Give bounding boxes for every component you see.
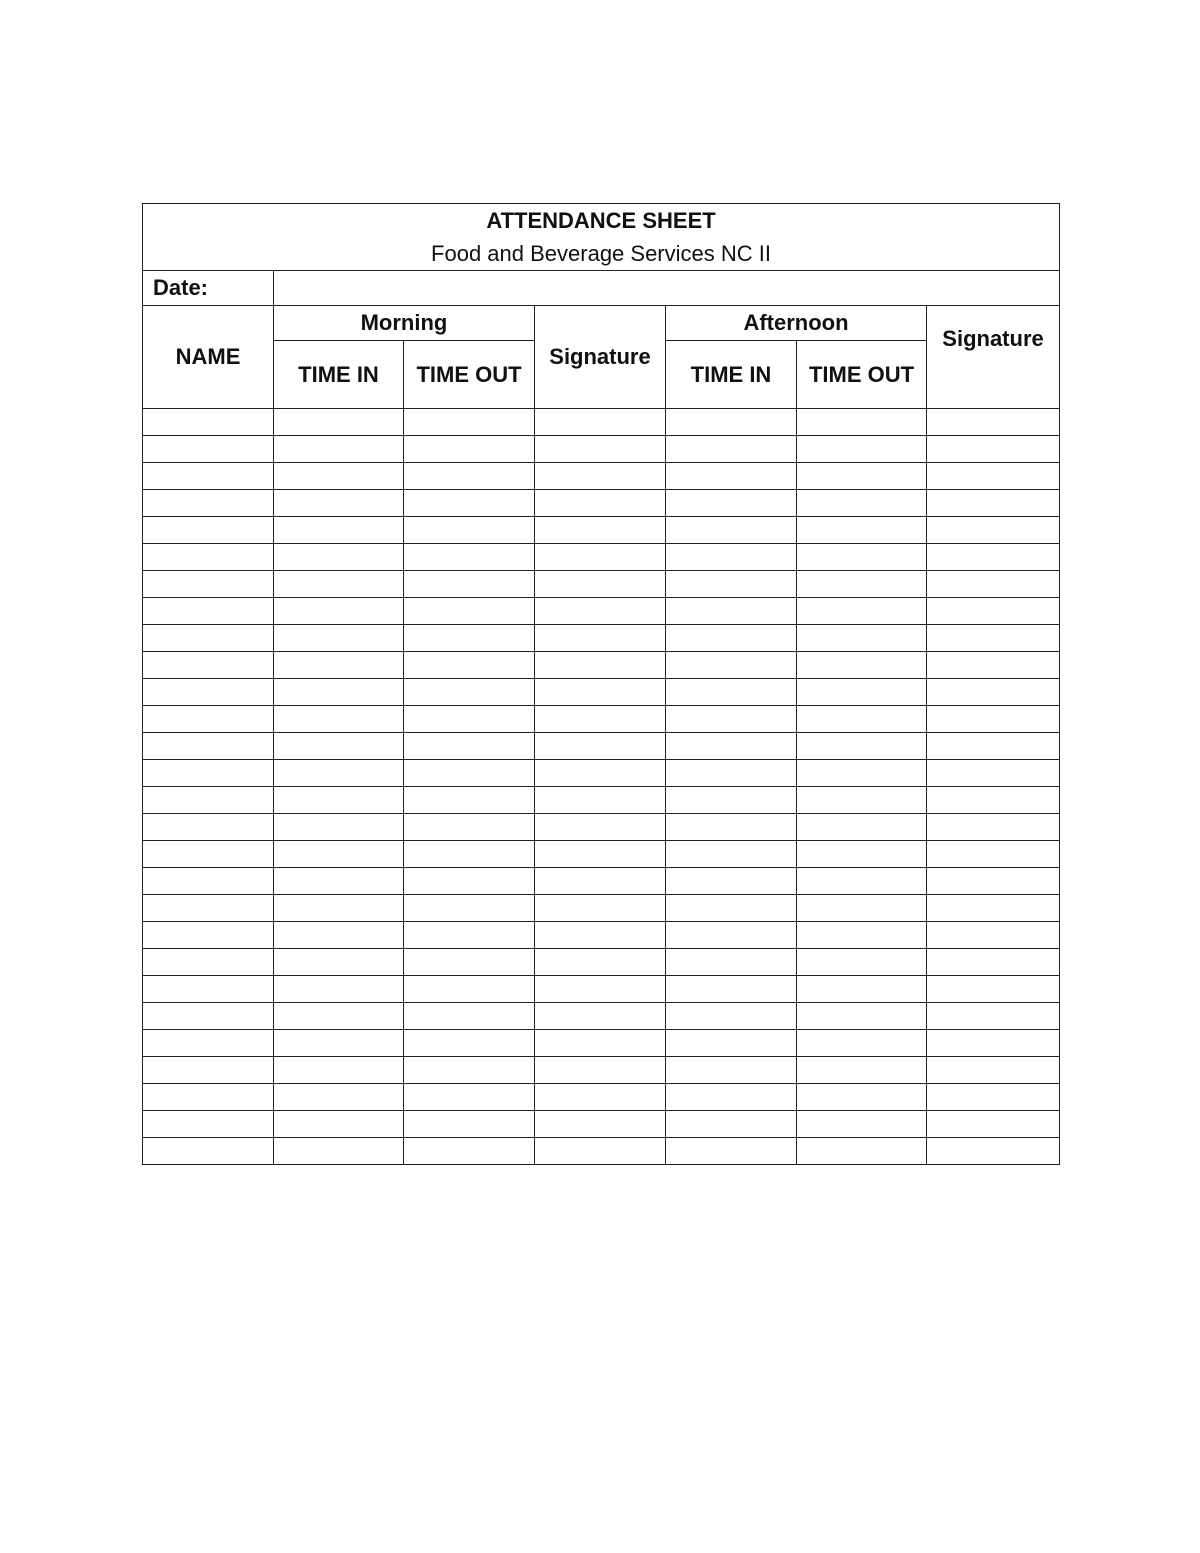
name-cell[interactable] [143, 1138, 274, 1165]
morning-time-in-cell[interactable] [274, 895, 404, 922]
signature-morning-cell[interactable] [535, 949, 666, 976]
afternoon-time-in-cell[interactable] [666, 976, 797, 1003]
signature-morning-cell[interactable] [535, 571, 666, 598]
morning-time-out-cell[interactable] [404, 976, 535, 1003]
signature-morning-cell[interactable] [535, 976, 666, 1003]
name-cell[interactable] [143, 436, 274, 463]
signature-afternoon-cell[interactable] [927, 463, 1060, 490]
signature-afternoon-cell[interactable] [927, 895, 1060, 922]
morning-time-out-cell[interactable] [404, 463, 535, 490]
afternoon-time-in-header: TIME IN [666, 341, 797, 409]
table-row [143, 1111, 1060, 1138]
table-row [143, 922, 1060, 949]
afternoon-time-in-cell[interactable] [666, 949, 797, 976]
signature-afternoon-cell[interactable] [927, 652, 1060, 679]
name-header: NAME [143, 306, 274, 409]
name-cell[interactable] [143, 598, 274, 625]
morning-time-in-cell[interactable] [274, 544, 404, 571]
table-row [143, 625, 1060, 652]
date-field[interactable] [274, 271, 1060, 306]
morning-time-in-cell[interactable] [274, 949, 404, 976]
afternoon-header [666, 306, 927, 341]
afternoon-time-in-cell[interactable] [666, 409, 797, 436]
afternoon-time-out-cell[interactable] [797, 733, 927, 760]
morning-time-in-cell[interactable] [274, 922, 404, 949]
afternoon-time-out-cell[interactable] [797, 463, 927, 490]
signature-afternoon-cell[interactable] [927, 1030, 1060, 1057]
signature-morning-cell[interactable] [535, 1003, 666, 1030]
name-cell[interactable] [143, 1030, 274, 1057]
morning-time-out-cell[interactable] [404, 841, 535, 868]
title-row [143, 204, 1060, 271]
afternoon-time-in-cell[interactable] [666, 841, 797, 868]
table-row [143, 517, 1060, 544]
morning-time-out-header: TIME OUT [404, 341, 535, 409]
signature-afternoon-cell[interactable] [927, 976, 1060, 1003]
sheet-title: ATTENDANCE SHEET [486, 208, 716, 233]
morning-time-out-cell[interactable] [404, 409, 535, 436]
afternoon-time-out-cell[interactable] [797, 787, 927, 814]
signature-afternoon-header: Signature [927, 306, 1060, 409]
table-row [143, 652, 1060, 679]
signature-afternoon-cell[interactable] [927, 1003, 1060, 1030]
morning-time-out-cell[interactable] [404, 868, 535, 895]
signature-morning-cell[interactable] [535, 868, 666, 895]
signature-morning-cell[interactable] [535, 436, 666, 463]
signature-afternoon-cell[interactable] [927, 922, 1060, 949]
afternoon-time-in-cell[interactable] [666, 490, 797, 517]
morning-time-out-cell[interactable] [404, 544, 535, 571]
attendance-sheet-table [142, 203, 1060, 1165]
header-row-groups [143, 306, 1060, 341]
afternoon-time-out-cell[interactable] [797, 1111, 927, 1138]
signature-afternoon-cell[interactable] [927, 1057, 1060, 1084]
name-cell[interactable] [143, 652, 274, 679]
table-row [143, 841, 1060, 868]
morning-time-in-cell[interactable] [274, 1030, 404, 1057]
signature-afternoon-cell[interactable] [927, 544, 1060, 571]
name-cell[interactable] [143, 706, 274, 733]
afternoon-time-out-cell[interactable] [797, 625, 927, 652]
morning-time-in-header: TIME IN [274, 341, 404, 409]
morning-time-in-cell[interactable] [274, 1138, 404, 1165]
morning-time-in-cell[interactable] [274, 841, 404, 868]
signature-afternoon-cell[interactable] [927, 1084, 1060, 1111]
afternoon-time-in-cell[interactable] [666, 436, 797, 463]
afternoon-time-in-cell[interactable] [666, 1111, 797, 1138]
table-row [143, 544, 1060, 571]
morning-time-out-cell[interactable] [404, 895, 535, 922]
table-row [143, 1138, 1060, 1165]
morning-time-out-cell[interactable] [404, 517, 535, 544]
signature-morning-cell[interactable] [535, 490, 666, 517]
signature-morning-cell[interactable] [535, 706, 666, 733]
name-cell[interactable] [143, 571, 274, 598]
afternoon-time-in-cell[interactable] [666, 571, 797, 598]
name-cell[interactable] [143, 868, 274, 895]
afternoon-time-out-cell[interactable] [797, 571, 927, 598]
table-row [143, 760, 1060, 787]
name-cell[interactable] [143, 841, 274, 868]
signature-afternoon-cell[interactable] [927, 490, 1060, 517]
signature-afternoon-cell[interactable] [927, 679, 1060, 706]
morning-time-in-cell[interactable] [274, 787, 404, 814]
afternoon-time-in-cell[interactable] [666, 1030, 797, 1057]
afternoon-time-out-cell[interactable] [797, 1030, 927, 1057]
morning-time-out-cell[interactable] [404, 706, 535, 733]
morning-time-out-cell[interactable] [404, 1084, 535, 1111]
afternoon-time-out-cell[interactable] [797, 895, 927, 922]
morning-time-in-cell[interactable] [274, 733, 404, 760]
morning-time-out-cell[interactable] [404, 490, 535, 517]
signature-afternoon-cell[interactable] [927, 841, 1060, 868]
afternoon-time-in-cell[interactable] [666, 868, 797, 895]
morning-time-out-cell[interactable] [404, 1003, 535, 1030]
afternoon-time-in-cell[interactable] [666, 706, 797, 733]
signature-morning-cell[interactable] [535, 1138, 666, 1165]
afternoon-time-in-cell[interactable] [666, 895, 797, 922]
table-row [143, 436, 1060, 463]
morning-time-in-cell[interactable] [274, 436, 404, 463]
morning-time-in-cell[interactable] [274, 598, 404, 625]
signature-afternoon-cell[interactable] [927, 706, 1060, 733]
signature-afternoon-cell[interactable] [927, 1138, 1060, 1165]
name-cell[interactable] [143, 544, 274, 571]
afternoon-time-out-cell[interactable] [797, 544, 927, 571]
name-cell[interactable] [143, 1084, 274, 1111]
afternoon-time-out-cell[interactable] [797, 517, 927, 544]
morning-time-in-cell[interactable] [274, 706, 404, 733]
signature-afternoon-cell[interactable] [927, 760, 1060, 787]
signature-afternoon-cell[interactable] [927, 436, 1060, 463]
signature-afternoon-cell[interactable] [927, 733, 1060, 760]
signature-morning-cell[interactable] [535, 814, 666, 841]
morning-time-out-cell[interactable] [404, 814, 535, 841]
morning-time-in-cell[interactable] [274, 868, 404, 895]
morning-time-in-cell[interactable] [274, 1003, 404, 1030]
morning-time-out-cell[interactable] [404, 1057, 535, 1084]
title-cell [143, 204, 1060, 271]
name-cell[interactable] [143, 1003, 274, 1030]
morning-time-out-cell[interactable] [404, 922, 535, 949]
morning-header [274, 306, 535, 341]
afternoon-time-out-cell[interactable] [797, 706, 927, 733]
signature-morning-cell[interactable] [535, 652, 666, 679]
signature-morning-cell[interactable] [535, 598, 666, 625]
signature-morning-cell[interactable] [535, 1084, 666, 1111]
table-row [143, 868, 1060, 895]
afternoon-time-out-cell[interactable] [797, 1084, 927, 1111]
morning-time-out-cell[interactable] [404, 571, 535, 598]
table-row [143, 1003, 1060, 1030]
afternoon-time-in-cell[interactable] [666, 1003, 797, 1030]
signature-afternoon-cell[interactable] [927, 787, 1060, 814]
signature-morning-cell[interactable] [535, 922, 666, 949]
morning-time-in-cell[interactable] [274, 1084, 404, 1111]
morning-time-out-cell[interactable] [404, 1138, 535, 1165]
afternoon-time-out-cell[interactable] [797, 409, 927, 436]
name-cell[interactable] [143, 1111, 274, 1138]
morning-time-in-cell[interactable] [274, 976, 404, 1003]
morning-time-in-cell[interactable] [274, 679, 404, 706]
morning-time-in-cell[interactable] [274, 463, 404, 490]
morning-time-out-cell[interactable] [404, 436, 535, 463]
afternoon-header-label: Afternoon [743, 310, 849, 335]
signature-afternoon-cell[interactable] [927, 949, 1060, 976]
name-cell[interactable] [143, 895, 274, 922]
signature-afternoon-cell[interactable] [927, 598, 1060, 625]
morning-time-out-cell[interactable] [404, 949, 535, 976]
table-row [143, 787, 1060, 814]
name-cell[interactable] [143, 517, 274, 544]
name-cell[interactable] [143, 787, 274, 814]
afternoon-time-out-cell[interactable] [797, 922, 927, 949]
name-cell[interactable] [143, 733, 274, 760]
afternoon-time-in-cell[interactable] [666, 463, 797, 490]
table-row [143, 706, 1060, 733]
morning-time-out-cell[interactable] [404, 1111, 535, 1138]
signature-morning-cell[interactable] [535, 463, 666, 490]
afternoon-time-out-cell[interactable] [797, 436, 927, 463]
signature-afternoon-cell[interactable] [927, 571, 1060, 598]
morning-time-in-cell[interactable] [274, 490, 404, 517]
date-label: Date: [143, 271, 274, 306]
name-cell[interactable] [143, 976, 274, 1003]
table-row [143, 598, 1060, 625]
table-row [143, 409, 1060, 436]
morning-time-in-cell[interactable] [274, 571, 404, 598]
afternoon-time-out-cell[interactable] [797, 1138, 927, 1165]
signature-afternoon-cell[interactable] [927, 1111, 1060, 1138]
table-row [143, 679, 1060, 706]
morning-time-out-cell[interactable] [404, 652, 535, 679]
table-row [143, 490, 1060, 517]
morning-time-in-cell[interactable] [274, 517, 404, 544]
signature-morning-cell[interactable] [535, 841, 666, 868]
signature-morning-cell[interactable] [535, 625, 666, 652]
name-cell[interactable] [143, 625, 274, 652]
name-cell[interactable] [143, 760, 274, 787]
signature-afternoon-cell[interactable] [927, 814, 1060, 841]
table-row [143, 571, 1060, 598]
afternoon-time-in-cell[interactable] [666, 1084, 797, 1111]
name-cell[interactable] [143, 490, 274, 517]
signature-morning-cell[interactable] [535, 517, 666, 544]
afternoon-time-in-cell[interactable] [666, 625, 797, 652]
afternoon-time-out-cell[interactable] [797, 598, 927, 625]
signature-morning-cell[interactable] [535, 1111, 666, 1138]
afternoon-time-out-cell[interactable] [797, 814, 927, 841]
afternoon-time-in-cell[interactable] [666, 652, 797, 679]
morning-header-label: Morning [360, 310, 448, 335]
signature-morning-cell[interactable] [535, 409, 666, 436]
signature-morning-cell[interactable] [535, 895, 666, 922]
name-cell[interactable] [143, 814, 274, 841]
afternoon-time-out-cell[interactable] [797, 679, 927, 706]
signature-morning-cell[interactable] [535, 787, 666, 814]
sheet-subtitle: Food and Beverage Services NC II [431, 241, 771, 266]
afternoon-time-out-cell[interactable] [797, 976, 927, 1003]
signature-morning-cell[interactable] [535, 1057, 666, 1084]
morning-time-out-cell[interactable] [404, 760, 535, 787]
signature-morning-cell[interactable] [535, 733, 666, 760]
signature-afternoon-cell[interactable] [927, 868, 1060, 895]
afternoon-time-in-cell[interactable] [666, 544, 797, 571]
signature-morning-header: Signature [535, 306, 666, 409]
table-row [143, 976, 1060, 1003]
afternoon-time-in-cell[interactable] [666, 598, 797, 625]
name-cell[interactable] [143, 1057, 274, 1084]
afternoon-time-in-cell[interactable] [666, 922, 797, 949]
morning-time-in-cell[interactable] [274, 760, 404, 787]
afternoon-time-out-cell[interactable] [797, 652, 927, 679]
table-row [143, 814, 1060, 841]
afternoon-time-in-cell[interactable] [666, 1057, 797, 1084]
signature-morning-cell[interactable] [535, 544, 666, 571]
morning-time-out-cell[interactable] [404, 787, 535, 814]
signature-morning-cell[interactable] [535, 760, 666, 787]
morning-time-out-cell[interactable] [404, 625, 535, 652]
afternoon-time-out-cell[interactable] [797, 949, 927, 976]
morning-time-in-cell[interactable] [274, 409, 404, 436]
afternoon-time-out-cell[interactable] [797, 1057, 927, 1084]
table-row [143, 733, 1060, 760]
morning-time-in-cell[interactable] [274, 625, 404, 652]
afternoon-time-in-cell[interactable] [666, 787, 797, 814]
afternoon-time-in-cell[interactable] [666, 1138, 797, 1165]
morning-time-in-cell[interactable] [274, 652, 404, 679]
name-cell[interactable] [143, 949, 274, 976]
signature-afternoon-cell[interactable] [927, 625, 1060, 652]
table-row [143, 1084, 1060, 1111]
morning-time-in-cell[interactable] [274, 1111, 404, 1138]
date-row [143, 271, 1060, 306]
afternoon-time-out-cell[interactable] [797, 841, 927, 868]
morning-time-out-cell[interactable] [404, 733, 535, 760]
name-cell[interactable] [143, 463, 274, 490]
afternoon-time-in-cell[interactable] [666, 517, 797, 544]
afternoon-time-in-cell[interactable] [666, 733, 797, 760]
signature-morning-cell[interactable] [535, 1030, 666, 1057]
morning-time-out-cell[interactable] [404, 1030, 535, 1057]
afternoon-time-in-cell[interactable] [666, 814, 797, 841]
morning-time-out-cell[interactable] [404, 598, 535, 625]
table-row [143, 1057, 1060, 1084]
table-row [143, 895, 1060, 922]
table-row [143, 1030, 1060, 1057]
name-cell[interactable] [143, 922, 274, 949]
name-cell[interactable] [143, 679, 274, 706]
signature-morning-cell[interactable] [535, 679, 666, 706]
afternoon-time-out-cell[interactable] [797, 490, 927, 517]
afternoon-time-out-cell[interactable] [797, 1003, 927, 1030]
morning-time-out-cell[interactable] [404, 679, 535, 706]
afternoon-time-in-cell[interactable] [666, 679, 797, 706]
afternoon-time-in-cell[interactable] [666, 760, 797, 787]
signature-afternoon-cell[interactable] [927, 517, 1060, 544]
afternoon-time-out-cell[interactable] [797, 760, 927, 787]
afternoon-time-out-cell[interactable] [797, 868, 927, 895]
morning-time-in-cell[interactable] [274, 814, 404, 841]
table-row [143, 463, 1060, 490]
morning-time-in-cell[interactable] [274, 1057, 404, 1084]
table-row [143, 949, 1060, 976]
afternoon-time-out-header: TIME OUT [797, 341, 927, 409]
signature-afternoon-cell[interactable] [927, 409, 1060, 436]
name-cell[interactable] [143, 409, 274, 436]
